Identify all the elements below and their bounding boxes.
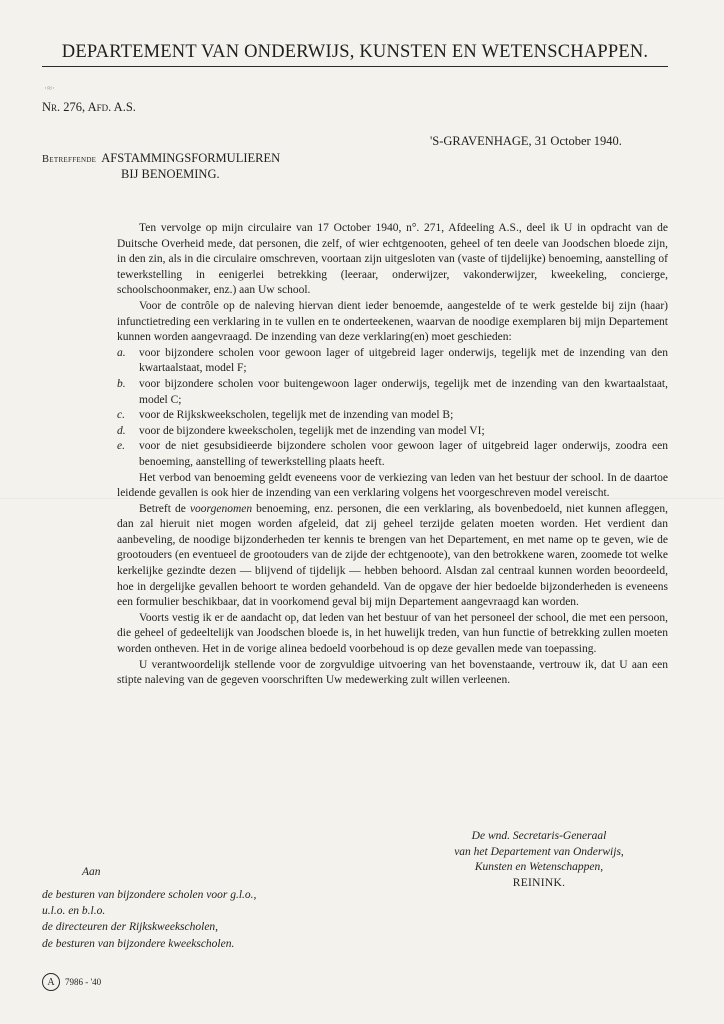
list-item-text: voor de bijzondere kweekscholen, tegelijk met de inzending van model VI; [139,424,485,437]
paragraph-4 [117,502,668,611]
addressee-list [42,887,302,952]
signature-line-1: De wnd. Secretaris-Generaal [471,830,607,842]
paragraph-4-rest: benoeming, enz. personen, die een verklaring, als bovenbedoeld, niet kunnen afleggen, dan zal hieruit niet mogen worden afgeleid, dat zij geheel terzijde gelaten moeten worden. Het verdient dan aanbeveling, de noodige bijzonderheden ter kennis te brengen van het Departement, en met name op te geven, wie de grootouders (en eventueel de grootouders van de zijde der echtgenoote), van den betrokkene waren, zoomede tot welke kerkelijke gezindte dezen — blijvend of tijdelijk — hebben behoord. Alsdan zal centraal kunnen worden beoordeeld, hoe in dergelijke gevallen behoort te worden gehandeld. Van de opgave der hier bedoelde bijzonderheden is eveneens een formulier beschikbaar, dat in voorkomend geval bij mijn Departement aangevraagd kan worden. [117,502,668,609]
submission-list [117,346,668,471]
department-heading: DEPARTEMENT VAN ONDERWIJS, KUNSTEN EN WETENSCHAPPEN. [42,42,668,67]
paragraph-1: Ten vervolge op mijn circulaire van 17 October 1940, n°. 271, Afdeeling A.S., deel ik U in opdracht van de Duitsche Overheid mede, dat personen, die zelf, of wier echtgenooten, geheel of ten deele van Joodschen bloede zijn, in den zin, als in die circulaire omschreven, voortaan zijn uitgesloten van (vaste of tijdelijke) benoeming, aanstelling of tewerkstelling in eenigerlei betrekking (leeraar, onderwijzer, vakonderwijzer, kweekeling, concierge, schoolschoonmaker, enz.) aan Uw school. [117,222,668,297]
margin-mark: ·≈· [44,83,55,93]
paragraph-4-emphasis: voorgenomen [189,502,253,515]
printer-footer [42,973,101,991]
signatory-name: REININK. [512,876,566,889]
paragraph-4-start: Betreft de [139,502,190,515]
signature-line-2: van het Departement van Onderwijs, [454,845,624,858]
letter-body [117,221,668,689]
list-item-label: e. [117,440,125,453]
signature-block [410,829,668,891]
addressee-line: de besturen van bijzondere scholen voor g.l.o., [42,889,257,901]
addressee-line: de directeuren der Rijkskweekscholen, [42,921,219,934]
list-item-label: b. [117,377,126,390]
list-item-label: d. [117,424,126,437]
subject-line-1 [42,151,280,167]
list-item-text: voor bijzondere scholen voor gewoon lager of uitgebreid lager onderwijs, tegelijk met de inzending van den kwartaalstaat, model F; [139,346,668,375]
subject-title-1: AFSTAMMINGSFORMULIEREN [101,151,281,165]
place-date: 'S-GRAVENHAGE, 31 October 1940. [430,134,622,148]
reference-number: Nr. 276, Afd. A.S. [42,100,136,114]
subject-title-2: BIJ BENOEMING. [121,167,220,181]
list-item [117,377,668,408]
paper-fold-line [0,498,724,499]
list-item [117,408,668,424]
list-item [117,346,668,377]
paragraph-5: Voorts vestig ik er de aandacht op, dat leden van het bestuur of van het personeel der school, die met een persoon, die geheel of gedeeltelijk van Joodschen bloede is, in het huwelijk treden, van hun functie of betrekking zullen moeten worden ontheven. Het in de vorige alinea bedoeld voorbehoud is op deze gevallen mede van toepassing. [117,611,668,656]
list-item-text: voor de niet gesubsidieerde bijzondere scholen voor gewoon lager of uitgebreid lager onderwijs, zoodra een benoeming, aanstelling of tewerkstelling plaats heeft. [139,440,668,468]
printer-logo-icon: A [42,973,60,991]
list-item-label: a. [117,346,126,359]
subject-block [42,151,280,182]
list-item-text: voor de Rijkskweekscholen, tegelijk met de inzending van model B; [139,409,454,422]
addressee-heading: Aan [82,866,101,878]
paragraph-6: U verantwoordelijk stellende voor de zorgvuldige uitvoering van het bovenstaande, vertrouw ik, dat U aan een stipte naleving van de gegeven voorschriften Uw medewerking zult willen verleenen. [117,658,668,687]
print-code: 7986 - '40 [65,977,102,987]
list-item [117,424,668,440]
subject-label: Betreffende [42,154,97,165]
addressee-line: de besturen van bijzondere kweekscholen. [42,937,235,950]
paragraph-2: Voor de contrôle op de naleving hiervan dient ieder benoemde, aangestelde of te werk gestelde bij zijn (haar) infunctietreding een verklaring in te vullen en te onderteekenen, waarvan de noodige exemplaren bij mijn Departement kunnen worden aangevraagd. De inzending van deze verklaring(en) moet geschieden: [117,299,668,344]
list-item-label: c. [117,409,125,422]
paragraph-3: Het verbod van benoeming geldt eveneens voor de verkiezing van leden van het bestuur der school. In de daartoe leidende gevallen is ook hier de inzending van een verklaring volgens het voorgeschreven model vereischt. [117,471,668,500]
list-item [117,439,668,470]
signature-line-3: Kunsten en Wetenschappen, [474,861,604,874]
list-item-text: voor bijzondere scholen voor buitengewoon lager onderwijs, tegelijk met de inzending van den kwartaalstaat, model C; [139,377,668,406]
addressee-line: u.l.o. en b.l.o. [42,905,106,918]
